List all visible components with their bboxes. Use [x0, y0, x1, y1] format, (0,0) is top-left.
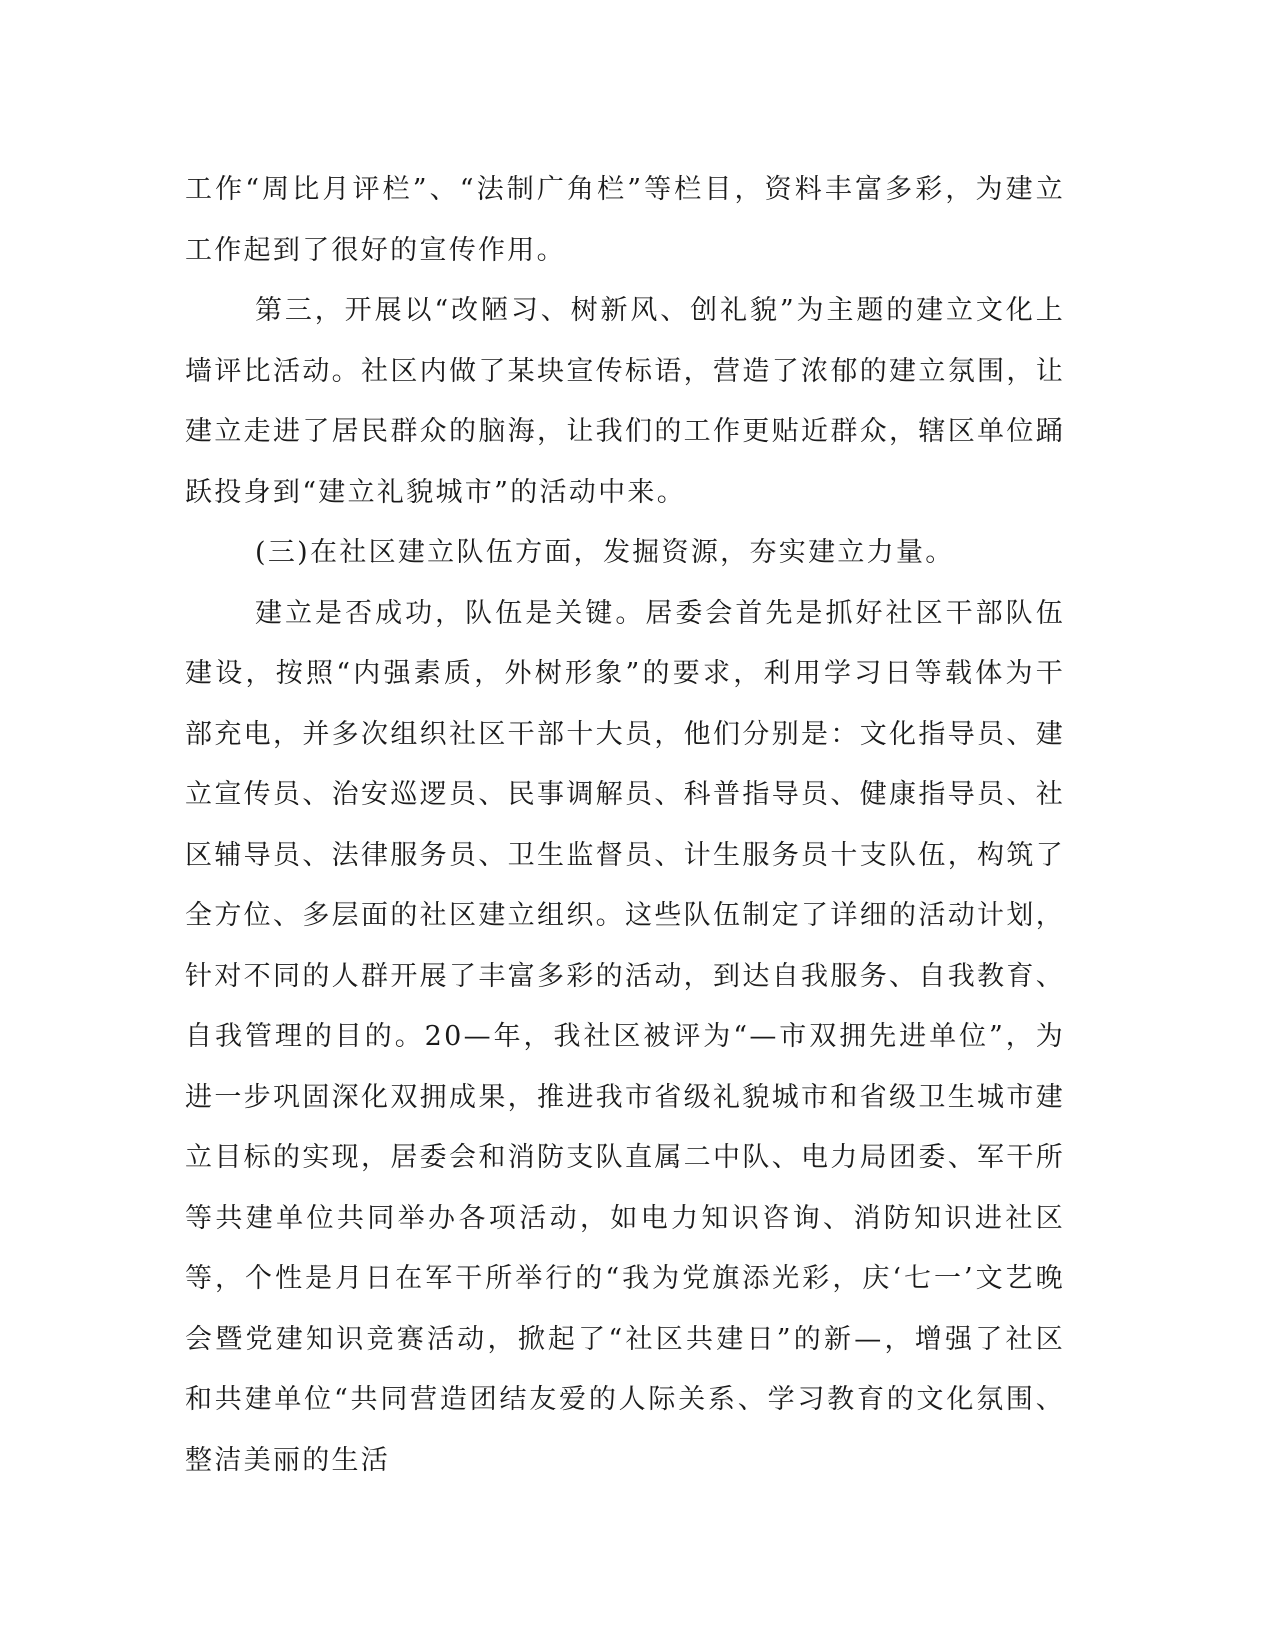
- paragraph-team-building: 建立是否成功，队伍是关键。居委会首先是抓好社区干部队伍建设，按照“内强素质，外树形象”的要求，利用学习日等载体为干部充电，并多次组织社区干部十大员，他们分别是：文化指导员、建立宣传员、治安巡逻员、民事调解员、科普指导员、健康指导员、社区辅导员、法律服务员、卫生监督员、计生服务员十支队伍，构筑了全方位、多层面的社区建立组织。这些队伍制定了详细的活动计划，针对不同的人群开展了丰富多彩的活动，到达自我服务、自我教育、自我管理的目的。20—年，我社区被评为“—市双拥先进单位”，为进一步巩固深化双拥成果，推进我市省级礼貌城市和省级卫生城市建立目标的实现，居委会和消防支队直属二中队、电力局团委、军干所等共建单位共同举办各项活动，如电力知识咨询、消防知识进社区等，个性是月日在军干所举行的“我为党旗添光彩，庆‘七一’文艺晚会暨党建知识竞赛活动，掀起了“社区共建日”的新—，增强了社区和共建单位“共同营造团结友爱的人际关系、学习教育的文化氛围、整洁美丽的生活: [185, 597, 1065, 1476]
- paragraph-third-item: 第三，开展以“改陋习、树新风、创礼貌”为主题的建立文化上墙评比活动。社区内做了某块宣传标语，营造了浓郁的建立氛围，让建立走进了居民群众的脑海，让我们的工作更贴近群众，辖区单位踊跃投身到“建立礼貌城市”的活动中来。: [185, 295, 1065, 508]
- paragraph-continuation: 工作“周比月评栏”、“法制广角栏”等栏目，资料丰富多彩，为建立工作起到了很好的宣传作用。: [185, 174, 1065, 266]
- document-body: [185, 160, 1065, 1491]
- section-heading-team-building: (三)在社区建立队伍方面，发掘资源，夯实建立力量。: [255, 537, 955, 568]
